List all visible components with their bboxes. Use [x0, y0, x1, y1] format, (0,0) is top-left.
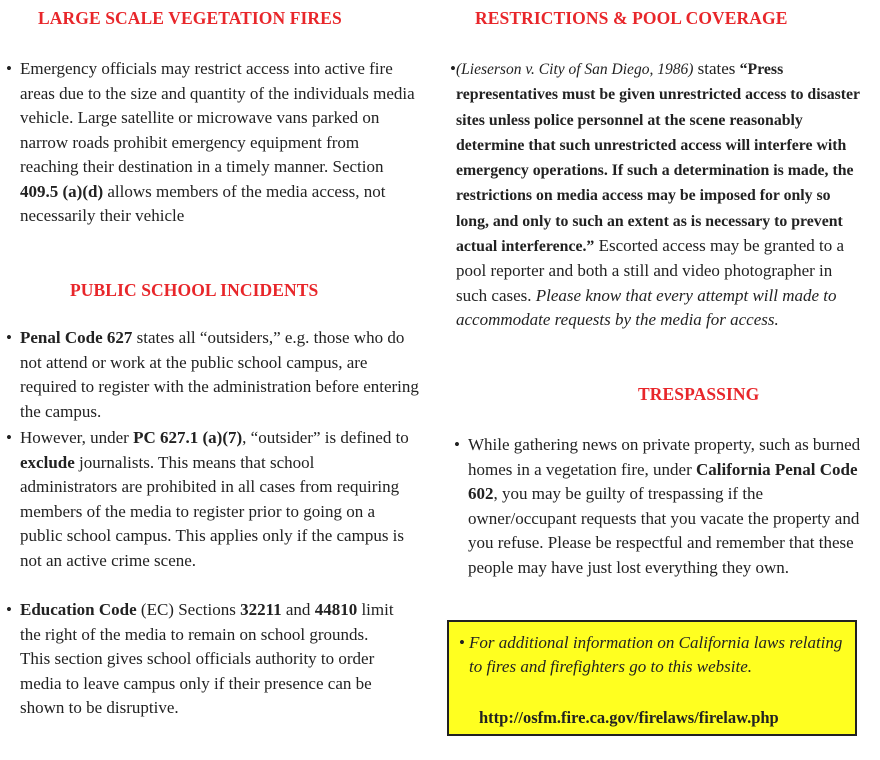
- bullet-icon: •: [6, 59, 12, 78]
- public-school-heading: PUBLIC SCHOOL INCIDENTS: [70, 280, 319, 300]
- bullet-icon: •: [6, 428, 12, 447]
- education-code-paragraph: Education Code (EC) Sections 32211 and 44810 limit the right of the media to remain on school grounds. This section gives school officials authority to order media to leave campus only if their presence can be shown to be disruptive.: [20, 600, 394, 717]
- restrictions-paragraph: (Lieserson v. City of San Diego, 1986) states “Press representatives must be given unrestricted access to disaster sites unless police personnel at the scene reasonably determine that such unrestricted access will interfere with emergency operations. If such a determination is made, the restrictions on media access may be imposed for only so long, and only to such an extent as is necessary to prevent actual interference.” Escorted access may be granted to a pool reporter and both a still and video photographer in such cases. Please know that every attempt will made to accommodate requests by the media for access.: [456, 59, 860, 329]
- trespassing-paragraph: While gathering news on private property, such as burned homes in a vegetation fire, under California Penal Code 602, you may be guilty of trespassing if the owner/occupant requests that you vacate the property and you refuse. Please be respectful and remember that these people may have just lost everything they own.: [468, 435, 861, 577]
- bullet-icon: •: [6, 328, 12, 347]
- pc-627-1-paragraph: However, under PC 627.1 (a)(7), “outsider” is defined to exclude journalists. This means that school administrators are prohibited in all cases from requiring members of the media to register prior to going on a public school campus. This applies only if the campus is not an active crime scene.: [20, 428, 409, 570]
- restrictions-heading: RESTRICTIONS & POOL COVERAGE: [475, 8, 788, 28]
- trespassing-heading: TRESPASSING: [638, 384, 760, 404]
- info-box: [447, 620, 857, 736]
- vegetation-fires-heading: LARGE SCALE VEGETATION FIRES: [38, 8, 342, 28]
- firelaw-website-link[interactable]: http://osfm.fire.ca.gov/firelaws/firelaw.php: [479, 708, 779, 727]
- bullet-icon: •: [454, 435, 460, 454]
- info-box-text: For additional information on California laws relating to fires and firefighters go to this website.: [469, 633, 843, 676]
- bullet-icon: •: [6, 600, 12, 619]
- bullet-icon: •: [459, 633, 465, 652]
- penal-code-627-paragraph: Penal Code 627 states all “outsiders,” e.g. those who do not attend or work at the public school campus, are required to register with the administration before entering the campus.: [20, 328, 419, 421]
- bullet-icon: •: [450, 59, 456, 78]
- vegetation-fires-paragraph: Emergency officials may restrict access into active fire areas due to the size and quantity of the individuals media vehicle. Large satellite or microwave vans parked on narrow roads prohibit emergency equipment from reaching their destination in a timely manner. Section 409.5 (a)(d) allows members of the media access, not necessarily their vehicle: [20, 59, 415, 225]
